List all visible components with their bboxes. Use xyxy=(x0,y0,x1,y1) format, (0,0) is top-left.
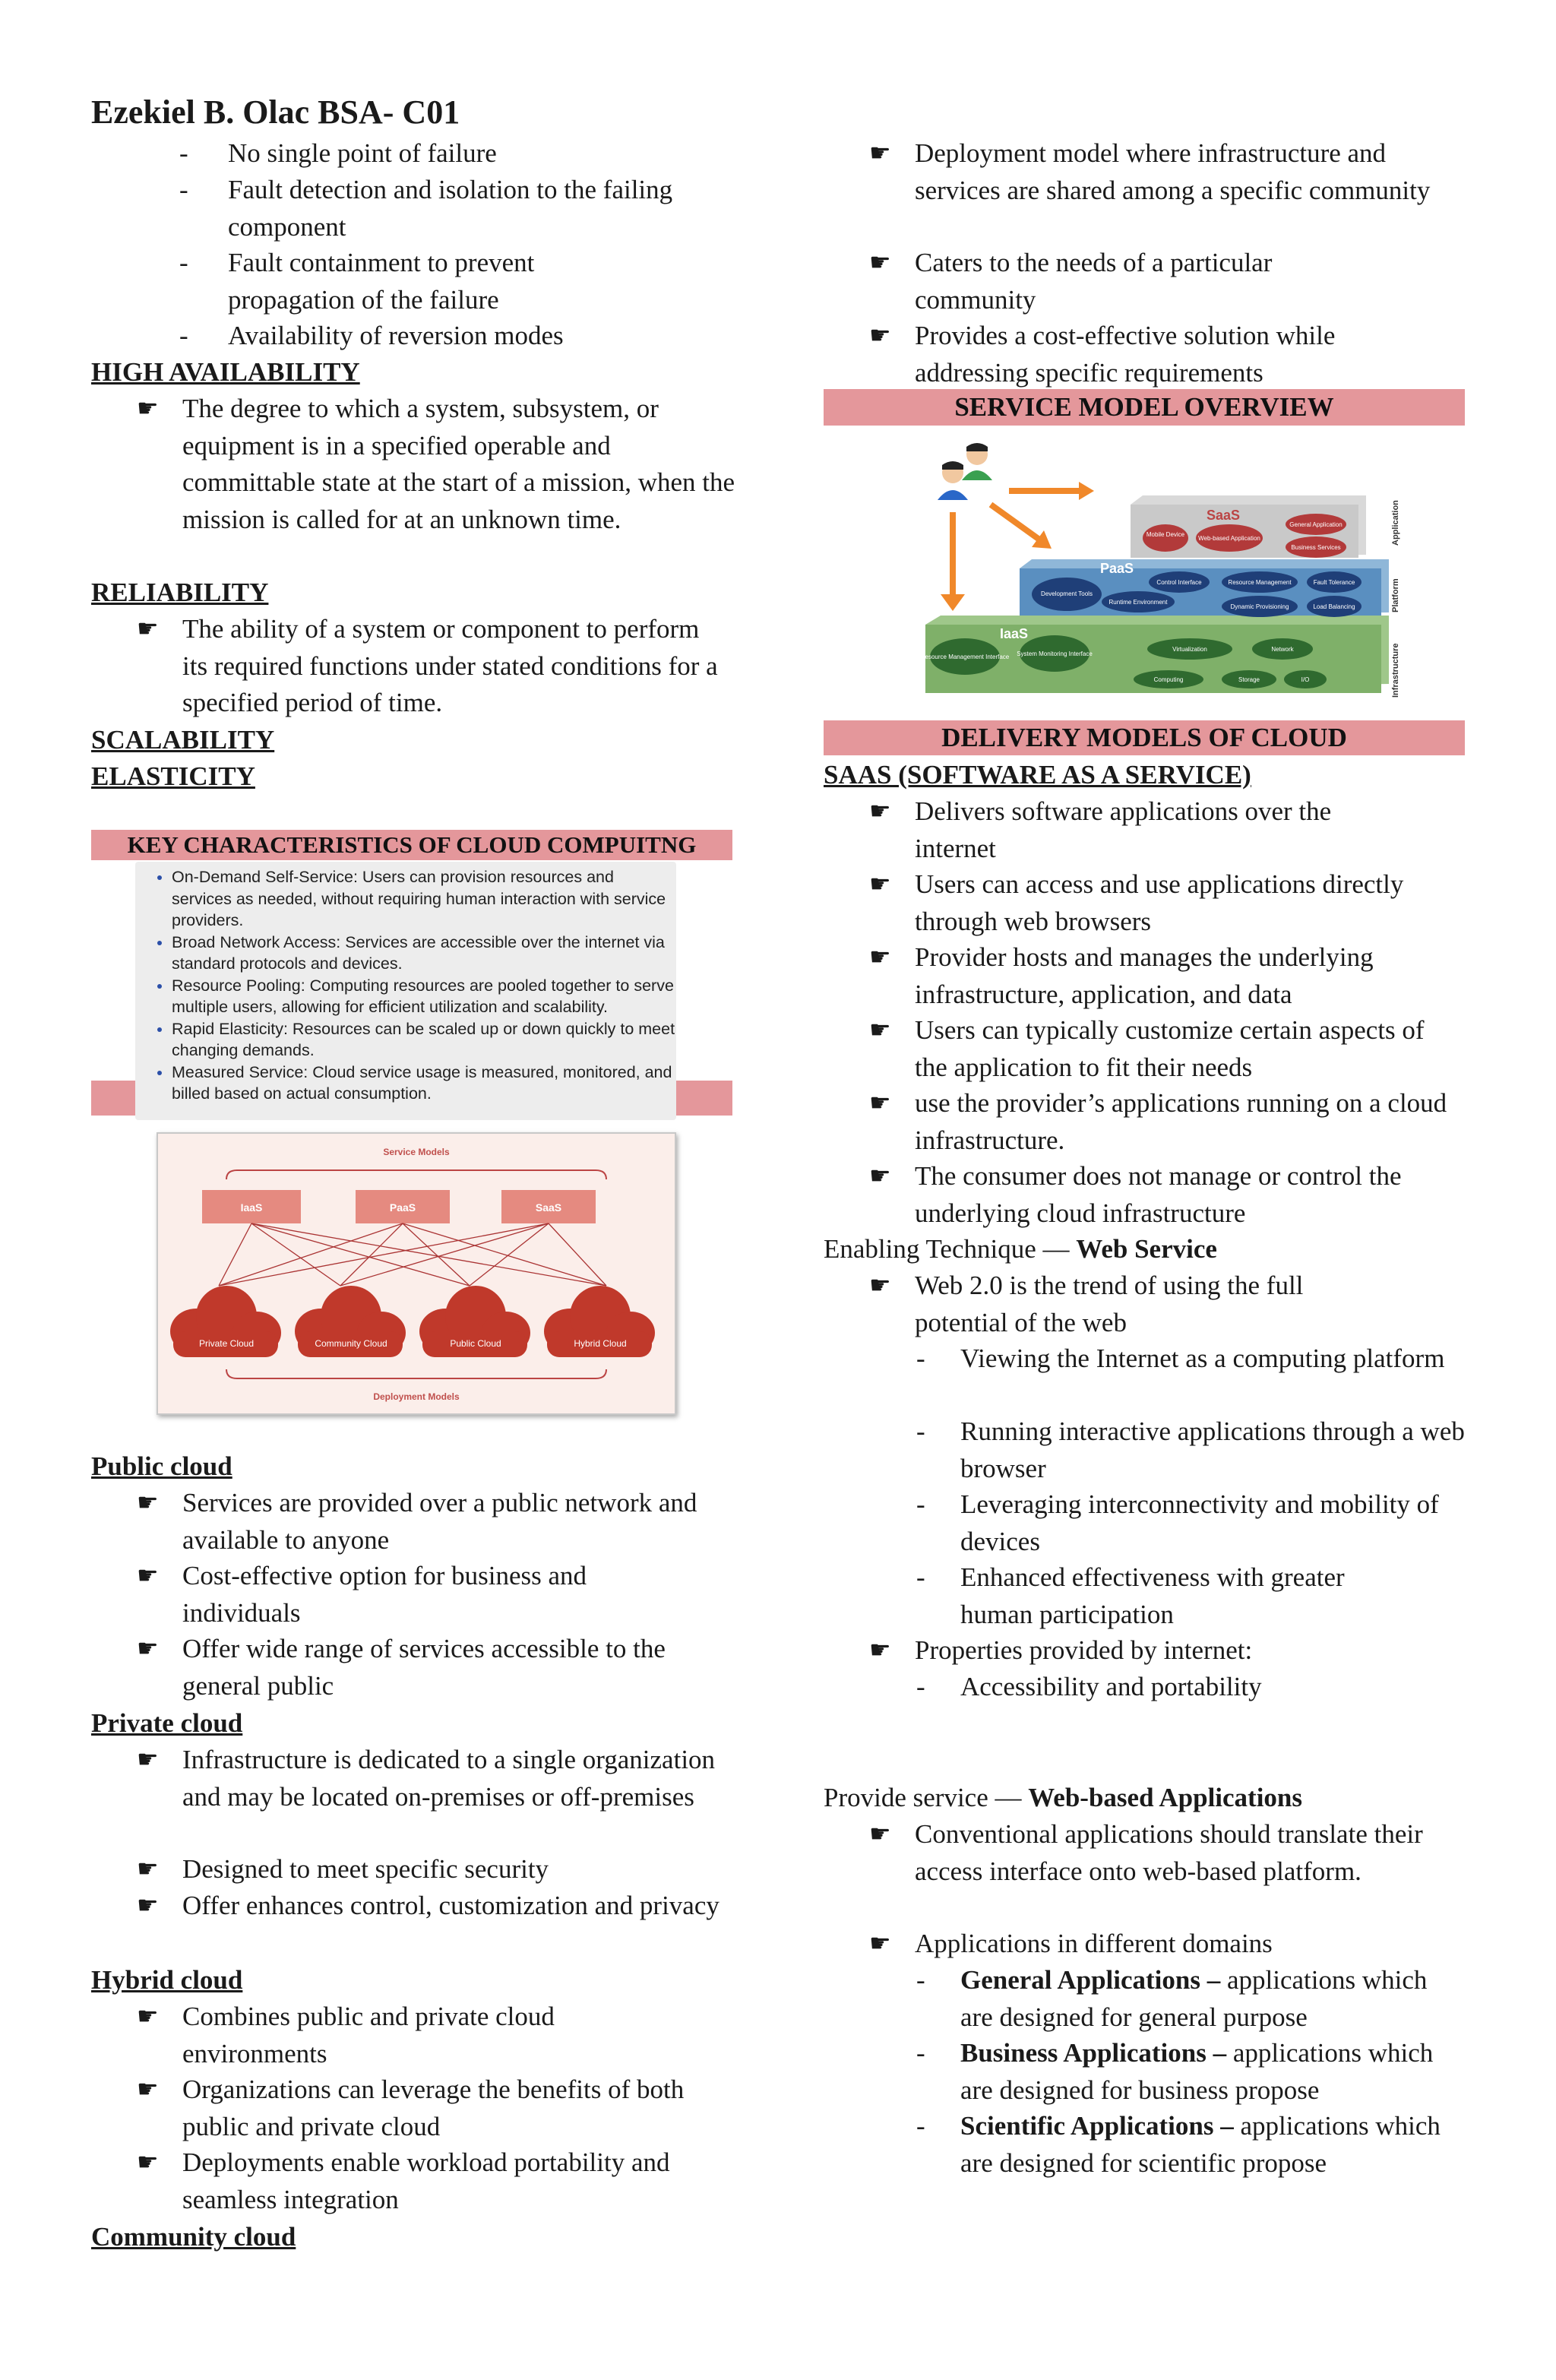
dash-marker: - xyxy=(916,1343,925,1373)
delivery-models-band: DELIVERY MODELS OF CLOUD xyxy=(824,720,1465,755)
pointing-hand-icon: ☛ xyxy=(869,321,891,349)
pointing-hand-icon: ☛ xyxy=(137,1562,159,1589)
key-characteristics-box xyxy=(135,862,676,1120)
dash-marker: - xyxy=(179,248,188,277)
characteristic-item: • On-Demand Self-Service: Users can provision resources and services as needed, without requiring human interaction with service providers. xyxy=(172,866,676,932)
pill-label: Computing xyxy=(1153,676,1184,683)
list-item: Organizations can leverage the benefits of both public and private cloud xyxy=(182,2075,685,2141)
list-item: Delivers software applications over the internet xyxy=(915,796,1332,863)
deployment-models-diagram xyxy=(157,1132,676,1415)
list-item: Viewing the Internet as a computing platform xyxy=(960,1343,1445,1373)
reliability-heading: RELIABILITY xyxy=(91,578,269,607)
list-item: Fault detection and isolation to the failing component xyxy=(228,175,673,242)
cloud-label: Community Cloud xyxy=(315,1338,387,1349)
scalability-heading: SCALABILITY xyxy=(91,725,275,755)
list-item: Designed to meet specific security xyxy=(182,1854,549,1884)
list-item: Leveraging interconnectivity and mobility of devices xyxy=(960,1489,1439,1556)
list-item: Properties provided by internet: xyxy=(915,1635,1253,1665)
pill-label: Load Balancing xyxy=(1313,603,1355,610)
pointing-hand-icon: ☛ xyxy=(869,943,891,970)
pill-label: Virtualization xyxy=(1172,646,1207,653)
pill-label: Runtime Environment xyxy=(1108,599,1168,606)
connector-lines xyxy=(219,1223,606,1286)
cloud-label: Private Cloud xyxy=(198,1338,255,1349)
pill-label: Development Tools xyxy=(1041,590,1093,597)
list-item: Combines public and private cloud environments xyxy=(182,2002,555,2068)
characteristic-item: • Broad Network Access: Services are accessible over the internet via standard protocols and devices. xyxy=(172,932,676,975)
pointing-hand-icon: ☛ xyxy=(137,1891,159,1919)
dash-marker: - xyxy=(916,1416,925,1446)
pointing-hand-icon: ☛ xyxy=(869,1162,891,1189)
community-cloud-heading: Community cloud xyxy=(91,2222,296,2252)
side-label: Application xyxy=(1391,500,1400,546)
pointing-hand-icon: ☛ xyxy=(137,2148,159,2176)
list-item: No single point of failure xyxy=(228,138,497,168)
saas-label: SaaS xyxy=(1207,508,1241,523)
pointing-hand-icon: ☛ xyxy=(137,2002,159,2030)
pill-label: Web-based Application xyxy=(1198,535,1260,542)
side-label: Infrastructure xyxy=(1391,643,1400,698)
saas-heading: SAAS (SOFTWARE AS A SERVICE) xyxy=(824,760,1251,790)
side-label: Platform xyxy=(1391,578,1400,612)
list-item: Accessibility and portability xyxy=(960,1672,1262,1701)
cloud-label: Public Cloud xyxy=(450,1338,501,1349)
list-item: Deployments enable workload portability and seamless integration xyxy=(182,2147,670,2214)
paas-label: PaaS xyxy=(1100,561,1134,576)
public-cloud-heading: Public cloud xyxy=(91,1451,232,1481)
pointing-hand-icon: ☛ xyxy=(137,1745,159,1773)
pill-label: Business Services xyxy=(1291,544,1341,551)
list-item: Provides a cost-effective solution while addressing specific requirements xyxy=(915,321,1336,388)
deployment-models-label: Deployment Models xyxy=(373,1391,460,1402)
dash-marker: - xyxy=(916,1672,925,1701)
reliability-text: The ability of a system or component to perform its required functions under stated conditions for a specified period of time. xyxy=(182,614,718,717)
pointing-hand-icon: ☛ xyxy=(869,1089,891,1116)
pill-label: Control Interface xyxy=(1156,579,1202,586)
pointing-hand-icon: ☛ xyxy=(869,1820,891,1847)
pointing-hand-icon: ☛ xyxy=(869,870,891,897)
users-icon xyxy=(938,443,992,500)
key-characteristics-band: KEY CHARACTERISTICS OF CLOUD COMPUITNG xyxy=(91,830,732,860)
list-item: Infrastructure is dedicated to a single organization and may be located on-premises or off-premises xyxy=(182,1745,716,1812)
pill-label: Fault Tolerance xyxy=(1313,579,1355,586)
high-availability-heading: HIGH AVAILABILITY xyxy=(91,357,360,387)
dash-marker: - xyxy=(179,175,188,204)
list-item: Enhanced effectiveness with greater human participation xyxy=(960,1562,1345,1629)
pill-label: Resource Management Interface xyxy=(920,654,1010,660)
dash-marker: - xyxy=(916,1489,925,1519)
pointing-hand-icon: ☛ xyxy=(869,1016,891,1043)
characteristic-item: • Resource Pooling: Computing resources are pooled together to serve multiple users, allowing for efficient utilization and scalability. xyxy=(172,975,676,1018)
list-item: Provider hosts and manages the underlying infrastructure, application, and data xyxy=(915,942,1374,1009)
pointing-hand-icon: ☛ xyxy=(137,1635,159,1662)
dash-marker: - xyxy=(179,138,188,168)
characteristic-item: • Measured Service: Cloud service usage is measured, monitored, and billed based on actual consumption. xyxy=(172,1062,676,1105)
dash-marker: - xyxy=(179,321,188,350)
list-item: Running interactive applications through a web browser xyxy=(960,1416,1465,1483)
domain-item: Business Applications – applications which are designed for business propose xyxy=(960,2038,1434,2105)
dash-marker: - xyxy=(916,1965,925,1995)
hybrid-cloud-heading: Hybrid cloud xyxy=(91,1965,243,1995)
service-models-label: Service Models xyxy=(383,1147,450,1157)
list-item: Users can access and use applications directly through web browsers xyxy=(915,869,1404,936)
list-item: Applications in different domains xyxy=(915,1929,1273,1958)
enabling-technique-line: Enabling Technique — Web Service xyxy=(824,1234,1217,1264)
service-label: SaaS xyxy=(535,1201,562,1214)
cloud-label: Hybrid Cloud xyxy=(574,1338,627,1349)
pointing-hand-icon: ☛ xyxy=(869,139,891,166)
bracket-line xyxy=(226,1170,606,1179)
domain-item: General Applications – applications which are designed for general purpose xyxy=(960,1965,1428,2032)
list-item: Web 2.0 is the trend of using the full potential of the web xyxy=(915,1271,1304,1337)
list-item: Cost-effective option for business and individuals xyxy=(182,1561,587,1628)
pointing-hand-icon: ☛ xyxy=(869,1929,891,1957)
pill-label: Network xyxy=(1271,646,1294,653)
list-item: Conventional applications should translate their access interface onto web-based platform. xyxy=(915,1819,1423,1886)
iaas-label: IaaS xyxy=(1000,626,1029,641)
pill-label: Mobile Device xyxy=(1146,531,1185,538)
pill-label: General Application xyxy=(1289,521,1343,528)
list-item: Availability of reversion modes xyxy=(228,321,564,350)
dash-marker: - xyxy=(916,1562,925,1592)
pill-label: Dynamic Provisioning xyxy=(1230,603,1289,610)
private-cloud-heading: Private cloud xyxy=(91,1708,243,1738)
list-item: Offer enhances control, customization and privacy xyxy=(182,1891,719,1920)
pointing-hand-icon: ☛ xyxy=(137,615,159,642)
pill-label: I/O xyxy=(1301,676,1310,683)
service-label: IaaS xyxy=(240,1201,263,1214)
pointing-hand-icon: ☛ xyxy=(137,394,159,422)
author-title: Ezekiel B. Olac BSA- C01 xyxy=(91,93,460,131)
pill-label: System Monitoring Interface xyxy=(1017,650,1093,657)
list-item: Caters to the needs of a particular community xyxy=(915,248,1273,315)
pointing-hand-icon: ☛ xyxy=(869,797,891,824)
elasticity-heading: ELASTICITY xyxy=(91,761,255,791)
high-availability-text: The degree to which a system, subsystem, or equipment is in a specified operable and committable state at the start of a mission, when the mission is called for at an unknown time. xyxy=(182,394,735,534)
service-model-diagram xyxy=(918,433,1404,704)
service-label: PaaS xyxy=(389,1201,416,1214)
list-item: use the provider’s applications running on a cloud infrastructure. xyxy=(915,1088,1447,1155)
list-item: Offer wide range of services accessible to the general public xyxy=(182,1634,666,1701)
list-item: The consumer does not manage or control the underlying cloud infrastructure xyxy=(915,1161,1402,1228)
pill-label: Resource Management xyxy=(1228,579,1292,586)
dash-marker: - xyxy=(916,2111,925,2141)
pointing-hand-icon: ☛ xyxy=(869,1271,891,1299)
list-item: Deployment model where infrastructure and services are shared among a specific community xyxy=(915,138,1431,205)
list-item: Fault containment to prevent propagation of the failure xyxy=(228,248,535,315)
pointing-hand-icon: ☛ xyxy=(137,1489,159,1516)
pointing-hand-icon: ☛ xyxy=(137,1855,159,1882)
list-item: Services are provided over a public network and available to anyone xyxy=(182,1488,697,1555)
characteristic-item: • Rapid Elasticity: Resources can be scaled up or down quickly to meet changing demands. xyxy=(172,1018,676,1062)
dash-marker: - xyxy=(916,2038,925,2068)
pointing-hand-icon: ☛ xyxy=(869,248,891,276)
domain-item: Scientific Applications – applications which are designed for scientific propose xyxy=(960,2111,1441,2178)
provide-service-line: Provide service — Web-based Applications xyxy=(824,1783,1303,1812)
pointing-hand-icon: ☛ xyxy=(869,1636,891,1663)
service-model-band: SERVICE MODEL OVERVIEW xyxy=(824,389,1465,426)
list-item: Users can typically customize certain aspects of the application to fit their needs xyxy=(915,1015,1425,1082)
pointing-hand-icon: ☛ xyxy=(137,2075,159,2103)
bracket-line xyxy=(226,1369,606,1378)
pill-label: Storage xyxy=(1238,676,1260,683)
